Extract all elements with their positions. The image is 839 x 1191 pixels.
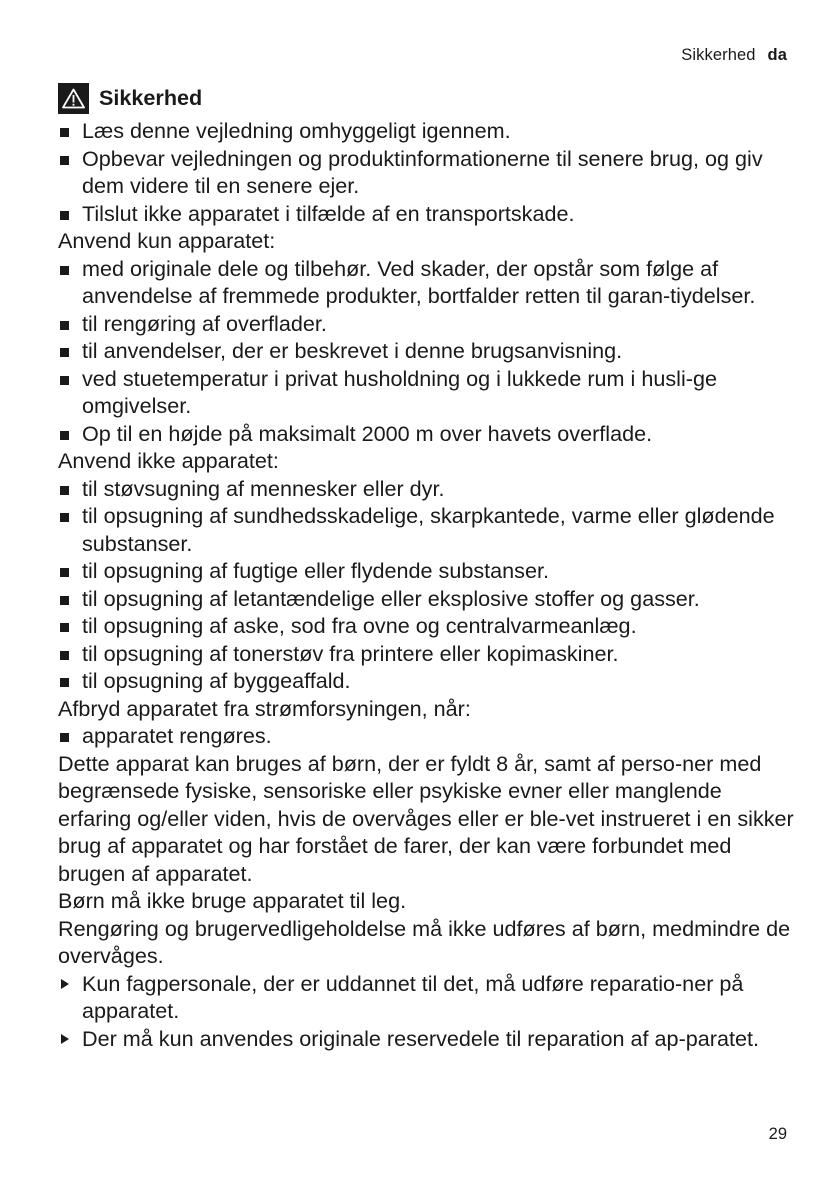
square-bullet-icon	[60, 513, 69, 522]
use-list	[58, 255, 798, 448]
list-item: Kun fagpersonale, der er uddannet til det, må udføre reparatio-ner på apparatet.	[58, 970, 798, 1025]
list-item: apparatet rengøres.	[58, 722, 798, 750]
square-bullet-icon	[60, 156, 69, 165]
square-bullet-icon	[60, 266, 69, 275]
disconnect-heading: Afbryd apparatet fra strømforsyningen, når:	[58, 695, 471, 721]
square-bullet-icon	[60, 733, 69, 742]
square-bullet-icon	[60, 596, 69, 605]
list-item: til opsugning af aske, sod fra ovne og centralvarmeanlæg.	[58, 612, 798, 640]
running-header	[681, 46, 787, 65]
warning-icon	[58, 83, 89, 114]
triangle-bullet-icon	[61, 979, 69, 989]
square-bullet-icon	[60, 211, 69, 220]
list-item: Tilslut ikke apparatet i tilfælde af en transportskade.	[58, 200, 798, 228]
action-list	[58, 970, 798, 1053]
list-item: til opsugning af sundhedsskadelige, skarpkantede, varme eller glødende substanser.	[58, 502, 798, 557]
square-bullet-icon	[60, 128, 69, 137]
play-paragraph: Børn må ikke bruge apparatet til leg.	[58, 888, 407, 913]
list-item: til rengøring af overflader.	[58, 310, 798, 338]
section-title-text: Sikkerhed	[99, 85, 203, 111]
general-list	[58, 117, 798, 227]
cleaning-paragraph: Rengøring og brugervedligeholdelse må ikke udføres af børn, medmindre de overvåges.	[58, 915, 791, 968]
list-item: til opsugning af byggeaffald.	[58, 667, 798, 695]
square-bullet-icon	[60, 431, 69, 440]
list-item: ved stuetemperatur i privat husholdning og i lukkede rum i husli-ge omgivelser.	[58, 365, 798, 420]
list-item: Der må kun anvendes originale reservedele til reparation af ap-paratet.	[58, 1025, 798, 1053]
square-bullet-icon	[60, 486, 69, 495]
square-bullet-icon	[60, 376, 69, 385]
list-item: til opsugning af letantændelige eller eksplosive stoffer og gasser.	[58, 585, 798, 613]
page-number: 29	[768, 1125, 787, 1143]
list-item: med originale dele og tilbehør. Ved skader, der opstår som følge af anvendelse af fremmede produkter, bortfalder retten til garan-tiydelser.	[58, 255, 798, 310]
square-bullet-icon	[60, 321, 69, 330]
square-bullet-icon	[60, 568, 69, 577]
no-use-list	[58, 475, 798, 695]
triangle-bullet-icon	[61, 1034, 69, 1044]
children-paragraph: Dette apparat kan bruges af børn, der er fyldt 8 år, samt af perso-ner med begrænsede fysiske, sensoriske eller psykiske evner eller manglende erfaring og/eller viden, hvis de overvåges eller er ble-vet instrueret i en sikker brug af apparatet og har forstået de farer, der kan være forbundet med brugen af apparatet.	[58, 750, 794, 886]
list-item: til støvsugning af mennesker eller dyr.	[58, 475, 798, 503]
use-heading: Anvend kun apparatet:	[58, 228, 276, 253]
list-item: Læs denne vejledning omhyggeligt igennem.	[58, 117, 798, 145]
square-bullet-icon	[60, 623, 69, 632]
no-use-heading: Anvend ikke apparatet:	[58, 448, 279, 473]
square-bullet-icon	[60, 348, 69, 357]
section-title	[58, 80, 798, 116]
list-item: til anvendelser, der er beskrevet i denne brugsanvisning.	[58, 337, 798, 365]
square-bullet-icon	[60, 651, 69, 660]
list-item: Opbevar vejledningen og produktinformationerne til senere brug, og giv dem videre til en senere ejer.	[58, 145, 798, 200]
header-section: Sikkerhed	[681, 46, 756, 64]
list-item: til opsugning af fugtige eller flydende substanser.	[58, 557, 798, 585]
list-item: Op til en højde på maksimalt 2000 m over havets overflade.	[58, 420, 798, 448]
list-item: til opsugning af tonerstøv fra printere eller kopimaskiner.	[58, 640, 798, 668]
header-language: da	[767, 46, 787, 64]
square-bullet-icon	[60, 678, 69, 687]
disconnect-list	[58, 722, 798, 750]
safety-section	[58, 80, 798, 1052]
